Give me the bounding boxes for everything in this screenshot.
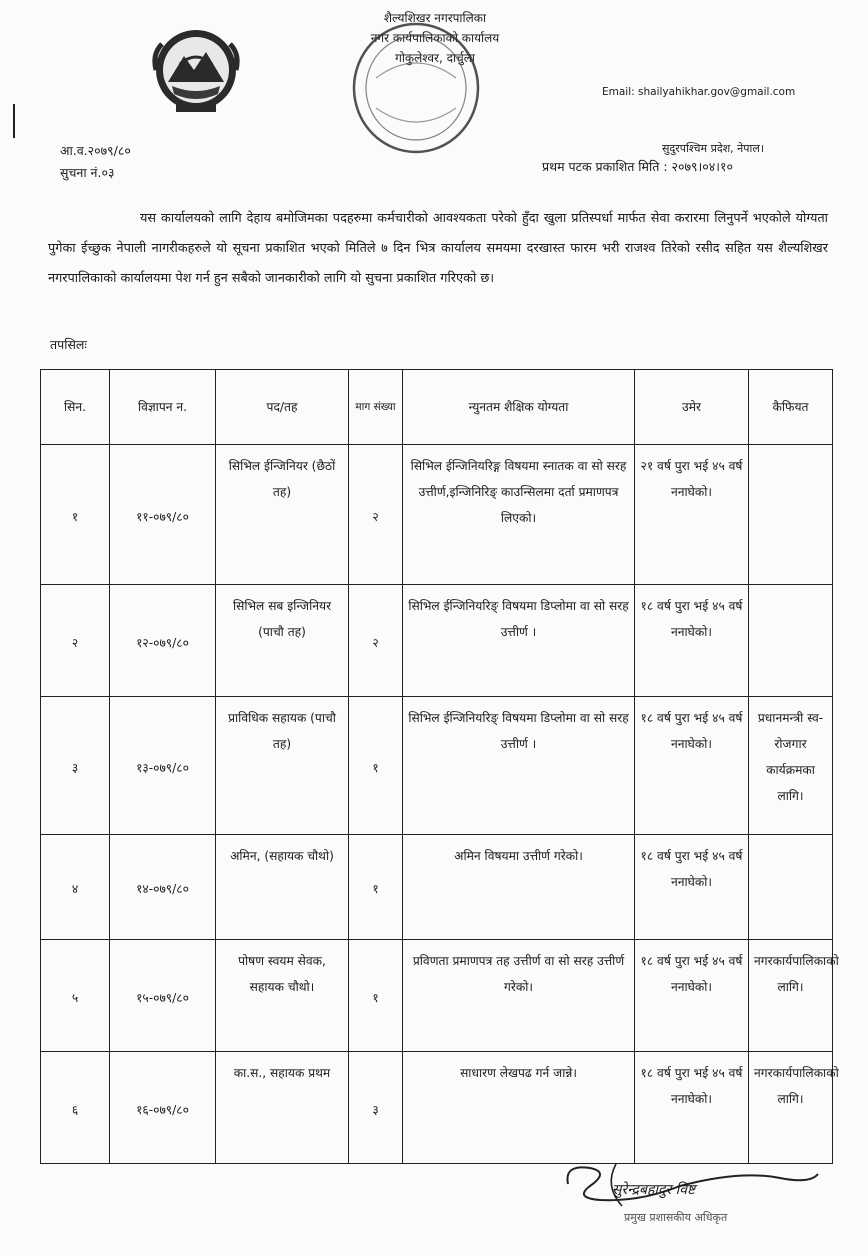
vacancy-table xyxy=(40,369,839,1164)
cell-count: १ xyxy=(349,940,403,1052)
table-row xyxy=(41,835,833,940)
cell-serial: ३ xyxy=(41,697,110,835)
header-post: पद/तह xyxy=(216,370,349,445)
details-label: तपसिलः xyxy=(50,337,87,352)
header-remarks: कैफियत xyxy=(749,370,833,445)
table-row xyxy=(41,1052,833,1164)
cell-age: १८ वर्ष पुरा भई ४५ वर्ष ननाघेको। xyxy=(635,585,749,697)
header-qualification: न्युनतम शैक्षिक योग्यता xyxy=(403,370,635,445)
cell-serial: ४ xyxy=(41,835,110,940)
cell-qualification: साधारण लेखपढ गर्न जान्ने। xyxy=(403,1052,635,1164)
cell-post: प्राविधिक सहायक (पाचौ तह) xyxy=(216,697,349,835)
cell-remarks xyxy=(749,835,833,940)
cell-remarks: प्रधानमन्त्री स्व-रोजगार कार्यक्रमका लागि। xyxy=(749,697,833,835)
header-serial: सिन. xyxy=(41,370,110,445)
table-row xyxy=(41,697,833,835)
cell-count: ३ xyxy=(349,1052,403,1164)
cell-qualification: सिभिल ईन्जिनियरिङ् विषयमा डिप्लोमा वा सो सरह उत्तीर्ण । xyxy=(403,585,635,697)
cell-remarks: नगरकार्यपालिकाको लागि। xyxy=(749,940,833,1052)
email-address: Email: shailyahikhar.gov@gmail.com xyxy=(602,86,796,98)
cell-ad-number: १६-०७९/८० xyxy=(110,1052,216,1164)
cell-serial: ५ xyxy=(41,940,110,1052)
municipality-name: शैल्यशिखर नगरपालिका xyxy=(383,11,487,25)
cell-age: १८ वर्ष पुरा भई ४५ वर्ष ननाघेको। xyxy=(635,940,749,1052)
cell-post: का.स., सहायक प्रथम xyxy=(216,1052,349,1164)
publish-date: प्रथम पटक प्रकाशित मिति : २०७९।०४।१० xyxy=(542,159,734,174)
cell-ad-number: १३-०७९/८० xyxy=(110,697,216,835)
cell-ad-number: १५-०७९/८० xyxy=(110,940,216,1052)
table-row xyxy=(41,445,833,585)
fiscal-year: आ.व.२०७९/८० xyxy=(60,143,131,158)
header-ad-number: विज्ञापन न. xyxy=(110,370,216,445)
cell-qualification: अमिन विषयमा उत्तीर्ण गरेको। xyxy=(403,835,635,940)
margin-mark xyxy=(13,104,15,138)
table-header-row xyxy=(41,370,833,445)
cell-age: १८ वर्ष पुरा भई ४५ वर्ष ननाघेको। xyxy=(635,697,749,835)
cell-age: १८ वर्ष पुरा भई ४५ वर्ष ननाघेको। xyxy=(635,835,749,940)
cell-ad-number: १२-०७९/८० xyxy=(110,585,216,697)
notice-body: यस कार्यालयको लागि देहाय बमोजिमका पदहरुमा कर्मचारीको आवश्यकता परेको हुँदा खुला प्रतिस्पर्धा मार्फत सेवा करारमा लिनुपर्ने भएकोले योग्यता पुगेका ईच्छुक नेपाली नागरीकहरुले यो सूचना प्रकाशित भएको मितिले ७ दिन भित्र कार्यालय समयमा दरखास्त फारम भरी राजश्व तिरेको रसीद सहित यस शैल्यशिखर नगरपालिकाको कार्यालयमा पेश गर्न हुन सबैको जानकारीको लागि यो सुचना प्रकाशित गरिएको छ। xyxy=(48,211,828,286)
cell-count: २ xyxy=(349,445,403,585)
cell-count: २ xyxy=(349,585,403,697)
cell-age: १८ वर्ष पुरा भई ४५ वर्ष ननाघेको। xyxy=(635,1052,749,1164)
coat-of-arms-emblem xyxy=(150,24,242,116)
province-name: सुदुरपश्चिम प्रदेश, नेपाल। xyxy=(662,142,765,155)
cell-qualification: प्रविणता प्रमाणपत्र तह उत्तीर्ण वा सो सरह उत्तीर्ण गरेको। xyxy=(403,940,635,1052)
header-count: माग संख्या xyxy=(349,370,403,445)
cell-serial: ६ xyxy=(41,1052,110,1164)
table-row xyxy=(41,940,833,1052)
office-location: गोकुलेश्वर, दार्चुला xyxy=(395,51,475,65)
office-name: नगर कार्यपालिकाको कार्यालय xyxy=(370,31,500,45)
cell-post: अमिन, (सहायक चौथो) xyxy=(216,835,349,940)
cell-remarks xyxy=(749,445,833,585)
cell-remarks xyxy=(749,585,833,697)
cell-serial: २ xyxy=(41,585,110,697)
cell-count: १ xyxy=(349,697,403,835)
notice-number: सुचना नं.०३ xyxy=(60,165,115,180)
cell-post: सिभिल ईन्जिनियर (छैठों तह) xyxy=(216,445,349,585)
cell-ad-number: ११-०७९/८० xyxy=(110,445,216,585)
cell-serial: १ xyxy=(41,445,110,585)
table-row xyxy=(41,585,833,697)
cell-qualification: सिभिल ईन्जिनियरिङ्ग विषयमा स्नातक वा सो सरह उत्तीर्ण,इन्जिनिरिङ् काउन्सिलमा दर्ता प्रमाणपत्र लिएको। xyxy=(403,445,635,585)
signer-name: सुरेन्द्रबहादुर विष्ट xyxy=(612,1182,696,1198)
office-stamp xyxy=(346,8,486,158)
cell-qualification: सिभिल ईन्जिनियरिङ् विषयमा डिप्लोमा वा सो सरह उत्तीर्ण । xyxy=(403,697,635,835)
cell-count: १ xyxy=(349,835,403,940)
cell-ad-number: १४-०७९/८० xyxy=(110,835,216,940)
cell-post: सिभिल सब इन्जिनियर (पाचौ तह) xyxy=(216,585,349,697)
signer-title: प्रमुख प्रशासकीय अधिकृत xyxy=(624,1211,728,1224)
cell-age: २१ वर्ष पुरा भई ४५ वर्ष ननाघेको। xyxy=(635,445,749,585)
cell-post: पोषण स्वयम सेवक, सहायक चौथो। xyxy=(216,940,349,1052)
cell-remarks: नगरकार्यपालिकाको लागि। xyxy=(749,1052,833,1164)
header-age: उमेर xyxy=(635,370,749,445)
